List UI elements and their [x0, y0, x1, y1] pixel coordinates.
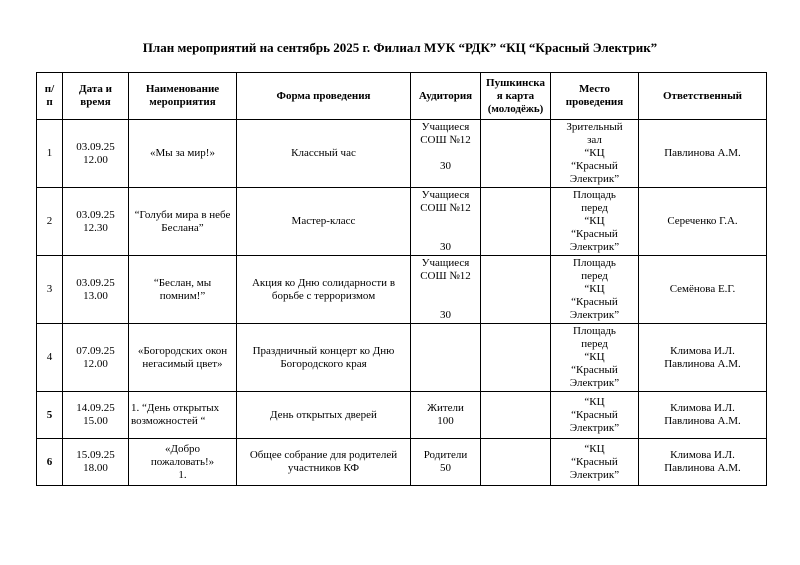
cell-place: Площадь перед “КЦ “Красный Электрик”	[551, 324, 639, 392]
cell-place: Площадь перед “КЦ “Красный Электрик”	[551, 256, 639, 324]
header-form: Форма проведения	[237, 73, 411, 120]
cell-num: 5	[37, 392, 63, 439]
cell-name: 1. “День открытых возможностей “	[129, 392, 237, 439]
cell-audience: Родители 50	[411, 439, 481, 486]
cell-date: 03.09.25 12.30	[63, 188, 129, 256]
table-row	[37, 392, 767, 439]
cell-num: 1	[37, 120, 63, 188]
cell-responsible: Климова И.Л. Павлинова А.М.	[639, 324, 767, 392]
table-row	[37, 120, 767, 188]
cell-responsible: Сереченко Г.А.	[639, 188, 767, 256]
header-name: Наименование мероприятия	[129, 73, 237, 120]
cell-num: 3	[37, 256, 63, 324]
cell-form: Праздничный концерт ко Дню Богородского края	[237, 324, 411, 392]
cell-form: Мастер-класс	[237, 188, 411, 256]
cell-pushkin	[481, 188, 551, 256]
cell-date: 15.09.25 18.00	[63, 439, 129, 486]
page-title: План мероприятий на сентябрь 2025 г. Филиал МУК “РДК” “КЦ “Красный Электрик”	[142, 40, 658, 55]
cell-form: Акция ко Дню солидарности в борьбе с терроризмом	[237, 256, 411, 324]
cell-num: 2	[37, 188, 63, 256]
header-audience: Аудитория	[411, 73, 481, 120]
cell-date: 14.09.25 15.00	[63, 392, 129, 439]
cell-form: Классный час	[237, 120, 411, 188]
cell-name: “Голуби мира в небе Беслана”	[129, 188, 237, 256]
table-header-row	[37, 73, 767, 120]
cell-num: 4	[37, 324, 63, 392]
cell-responsible: Семёнова Е.Г.	[639, 256, 767, 324]
cell-responsible: Климова И.Л. Павлинова А.М.	[639, 439, 767, 486]
table-row	[37, 439, 767, 486]
header-responsible: Ответственный	[639, 73, 767, 120]
cell-audience	[411, 324, 481, 392]
cell-name: “Беслан, мы помним!”	[129, 256, 237, 324]
header-num: п/ п	[37, 73, 63, 120]
cell-place: “КЦ “Красный Электрик”	[551, 392, 639, 439]
events-table	[36, 72, 767, 486]
cell-responsible: Павлинова А.М.	[639, 120, 767, 188]
cell-pushkin	[481, 120, 551, 188]
header-place: Место проведения	[551, 73, 639, 120]
cell-name: «Богородских окон негасимый цвет»	[129, 324, 237, 392]
cell-audience: Учащиеся СОШ №12 30	[411, 120, 481, 188]
cell-name: «Мы за мир!»	[129, 120, 237, 188]
cell-pushkin	[481, 256, 551, 324]
cell-place: “КЦ “Красный Электрик”	[551, 439, 639, 486]
cell-place: Площадь перед “КЦ “Красный Электрик”	[551, 188, 639, 256]
cell-num: 6	[37, 439, 63, 486]
cell-pushkin	[481, 439, 551, 486]
header-date: Дата и время	[63, 73, 129, 120]
cell-date: 07.09.25 12.00	[63, 324, 129, 392]
cell-audience: Жители 100	[411, 392, 481, 439]
cell-audience: Учащиеся СОШ №12 30	[411, 188, 481, 256]
cell-pushkin	[481, 324, 551, 392]
header-pushkin: Пушкинска я карта (молодёжь)	[481, 73, 551, 120]
cell-form: День открытых дверей	[237, 392, 411, 439]
cell-name: «Добро пожаловать!» 1.	[129, 439, 237, 486]
cell-responsible: Климова И.Л. Павлинова А.М.	[639, 392, 767, 439]
cell-place: Зрительный зал “КЦ “Красный Электрик”	[551, 120, 639, 188]
cell-date: 03.09.25 13.00	[63, 256, 129, 324]
cell-form: Общее собрание для родителей участников КФ	[237, 439, 411, 486]
table-row	[37, 324, 767, 392]
cell-date: 03.09.25 12.00	[63, 120, 129, 188]
cell-audience: Учащиеся СОШ №12 30	[411, 256, 481, 324]
table-row	[37, 188, 767, 256]
table-row	[37, 256, 767, 324]
cell-pushkin	[481, 392, 551, 439]
